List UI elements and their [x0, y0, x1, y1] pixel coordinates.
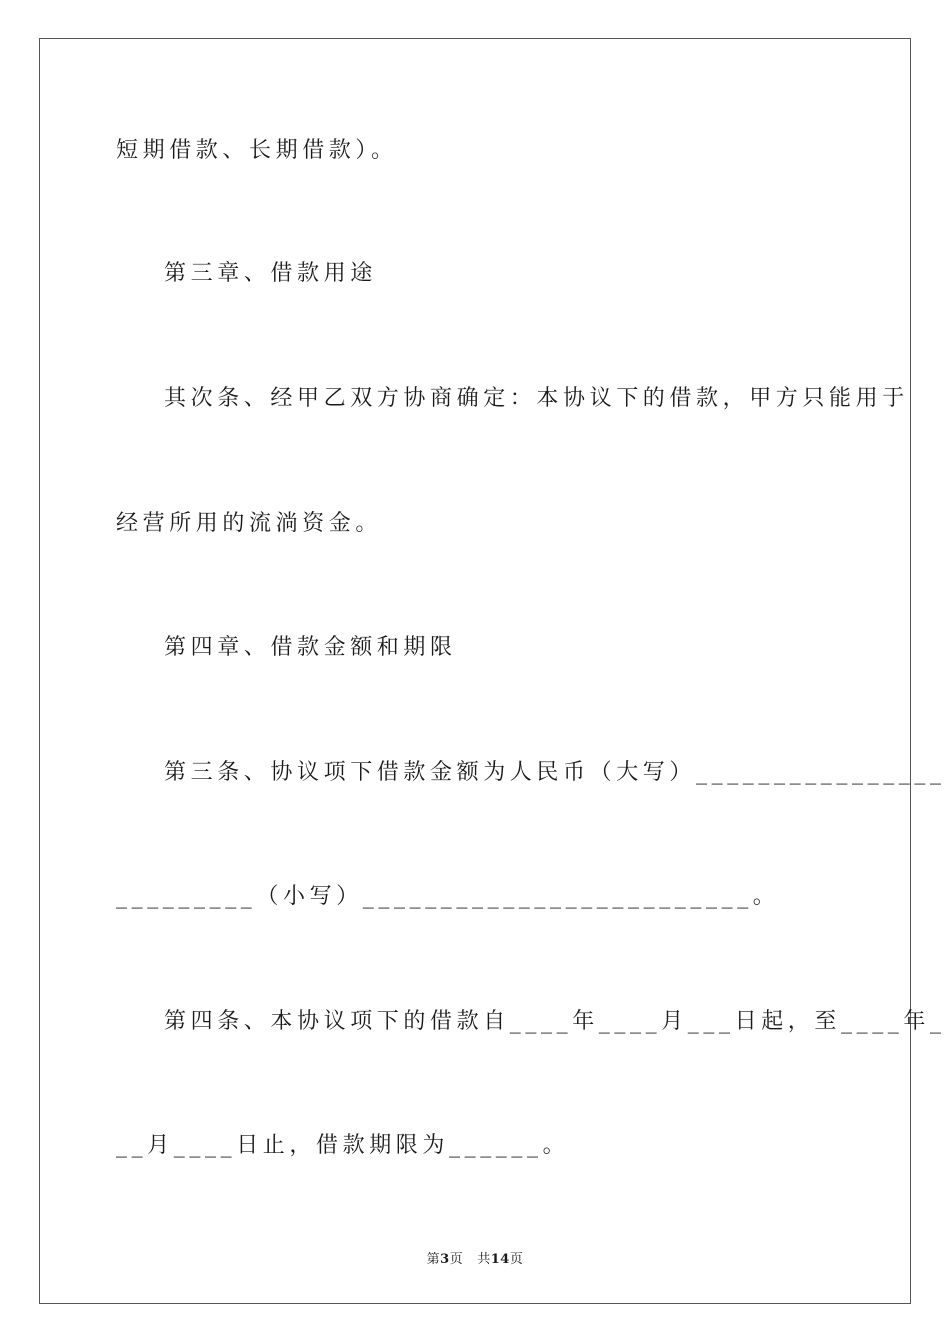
- footer-total-pages: 14: [490, 1252, 510, 1267]
- text-line-1: 短期借款、长期借款）。: [116, 138, 398, 163]
- chapter-heading-3: 第三章、借款用途: [164, 261, 377, 286]
- footer-total-prefix: 共: [477, 1252, 491, 1267]
- article-4-continuation: __月____日止，借款期限为______。: [116, 1133, 570, 1158]
- page-border: [39, 38, 911, 1304]
- article-3-continuation: _________（小写）_________________________。: [116, 884, 780, 909]
- article-2-text: 其次条、经甲乙双方协商确定：本协议下的借款，甲方只能用于: [164, 386, 909, 411]
- article-3-text: 第三条、协议项下借款金额为人民币（大写）________________: [164, 760, 946, 785]
- footer-page-number: 3: [440, 1252, 450, 1267]
- footer-total-suffix: 页: [509, 1252, 524, 1267]
- footer-prefix: 第: [426, 1252, 441, 1267]
- page-footer: [0, 1248, 950, 1267]
- chapter-heading-4: 第四章、借款金额和期限: [164, 635, 457, 660]
- article-2-continuation: 经营所用的流淌资金。: [116, 511, 383, 536]
- article-4-text: 第四条、本协议项下的借款自____年____月___日起，至____年_: [164, 1009, 946, 1034]
- footer-page-suffix: 页: [449, 1252, 464, 1267]
